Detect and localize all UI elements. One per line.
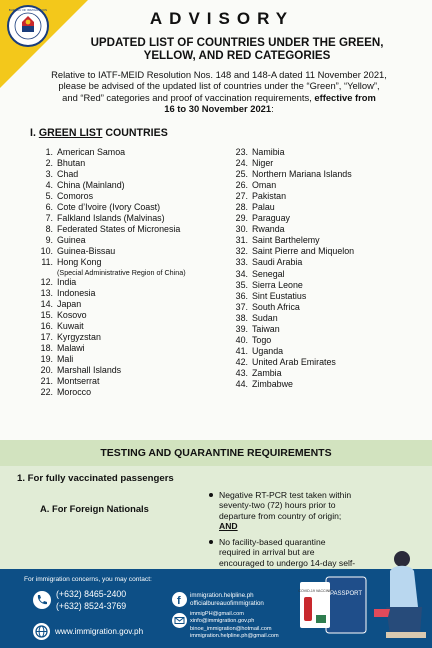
country-name: Rwanda <box>252 224 285 235</box>
country-item <box>39 235 229 246</box>
country-name: Sierra Leone <box>252 279 303 290</box>
country-name: Japan <box>57 298 82 309</box>
country-item <box>234 280 424 291</box>
country-name: Zambia <box>252 367 282 378</box>
country-item <box>234 335 424 346</box>
country-number: 32. <box>235 246 248 257</box>
country-item <box>39 365 229 376</box>
country-number: 24. <box>235 158 248 169</box>
country-item <box>234 191 424 202</box>
country-name: Kosovo <box>57 309 87 320</box>
country-item <box>234 224 424 235</box>
countries-label: COUNTRIES <box>102 127 168 139</box>
country-number: 15. <box>40 309 53 320</box>
country-item <box>234 324 424 335</box>
vaccine-card-label: COVID-19 VACCINE <box>298 589 332 593</box>
country-name: Morocco <box>57 386 92 397</box>
country-name: India <box>57 276 77 287</box>
section-number: I. <box>30 127 36 139</box>
country-item <box>234 169 424 180</box>
contact-intro: For immigration concerns, you may contact: <box>24 576 152 583</box>
country-item <box>39 299 229 310</box>
country-name: Sudan <box>252 312 278 323</box>
country-number: 27. <box>235 191 248 202</box>
country-name: Zimbabwe <box>252 378 293 389</box>
country-item <box>234 202 424 213</box>
country-item <box>234 313 424 324</box>
country-item <box>39 147 229 158</box>
country-name: Palau <box>252 202 275 213</box>
traveler-illustration <box>290 537 432 648</box>
country-item <box>234 346 424 357</box>
country-number: 33. <box>235 257 248 268</box>
country-item <box>234 368 424 379</box>
country-item <box>234 357 424 368</box>
green-list-heading <box>30 127 168 139</box>
email-address-4[interactable]: immigration.helpline.ph@gmail.com <box>190 632 279 639</box>
passport-label: PASSPORT <box>329 591 363 597</box>
intro-line-3 <box>28 92 410 103</box>
requirement-quarantine-text: No facility-based quarantine required in arrival but are encouraged to undergo 14-day self- <box>219 537 356 568</box>
country-item <box>234 379 424 390</box>
email-address-1[interactable]: immigPH@gmail.com <box>190 611 244 617</box>
advisory-title: ADVISORY <box>149 9 295 28</box>
country-item <box>39 376 229 387</box>
advisory-subtitle <box>62 36 412 62</box>
country-name: Oman <box>252 180 277 191</box>
country-name: Saint Pierre and Miquelon <box>252 246 355 257</box>
country-number: 23. <box>235 147 248 157</box>
phone-number-1[interactable]: (+632) 8465-2400 <box>56 589 127 599</box>
svg-text:BUREAU OF IMMIGRATION: BUREAU OF IMMIGRATION <box>8 8 48 12</box>
website-link[interactable]: www.immigration.gov.ph <box>55 627 144 636</box>
facebook-pages <box>190 592 264 607</box>
country-item <box>234 257 424 268</box>
testing-heading: TESTING AND QUARANTINE REQUIREMENTS <box>0 440 432 466</box>
email-addresses <box>190 611 279 640</box>
country-name: Marshall Islands <box>57 364 122 375</box>
vaccinated-passengers-label: 1. For fully vaccinated passengers <box>17 473 174 484</box>
country-name: Sint Eustatius <box>252 290 307 301</box>
subtitle-line-1: UPDATED LIST OF COUNTRIES UNDER THE GREEN, <box>90 36 384 49</box>
country-item <box>39 257 229 276</box>
phone-icon <box>33 591 51 609</box>
country-list-right <box>234 147 424 390</box>
intro-line-4 <box>28 103 410 114</box>
country-number: 13. <box>40 287 53 298</box>
country-number: 37. <box>235 301 248 312</box>
country-number: 31. <box>235 235 248 246</box>
facebook-page-1[interactable]: immigration.helpline.ph <box>190 592 254 599</box>
country-number: 16. <box>40 320 53 331</box>
country-number: 30. <box>235 224 248 235</box>
country-name: American Samoa <box>57 147 126 157</box>
country-item <box>39 224 229 235</box>
intro-line-1: Relative to IATF-MEID Resolution Nos. 148 and 148-A dated 11 November 2021, <box>51 69 387 80</box>
country-name: Saint Barthelemy <box>252 235 320 246</box>
country-name: Uganda <box>252 345 284 356</box>
country-number: 11. <box>41 257 53 268</box>
intro-paragraph <box>28 69 410 115</box>
country-name: Cote d’Ivoire (Ivory Coast) <box>57 202 161 213</box>
country-number: 40. <box>235 334 248 345</box>
email-icon <box>172 613 187 628</box>
country-number: 26. <box>235 180 248 191</box>
country-item <box>39 213 229 224</box>
country-number: 18. <box>40 342 53 353</box>
country-number: 38. <box>235 312 248 323</box>
country-number: 44. <box>235 378 248 389</box>
country-name: Indonesia <box>57 287 96 298</box>
requirement-and: AND <box>219 520 238 531</box>
intro-line-3-text: and “Red” categories and proof of vaccination requirements, <box>62 91 312 103</box>
country-name: Falkland Islands (Malvinas) <box>57 213 165 224</box>
country-name: Kuwait <box>57 320 84 331</box>
country-name: Montserrat <box>57 375 100 386</box>
country-name: Guinea <box>57 235 86 246</box>
country-name: Malawi <box>57 342 85 353</box>
country-item <box>39 180 229 191</box>
intro-line-2: please be advised of the updated list of countries under the “Green”, “Yellow”, <box>58 80 380 92</box>
country-name: Senegal <box>252 268 285 279</box>
country-number: 9. <box>45 235 53 246</box>
country-name: Bhutan <box>57 158 86 169</box>
country-number: 3. <box>45 169 53 180</box>
country-number: 34. <box>235 268 248 279</box>
requirement-rt-pcr-text: Negative RT-PCR test taken within seventy-two (72) hours prior to departure from country of origin; <box>219 490 352 521</box>
subtitle-line-2: YELLOW, AND RED CATEGORIES <box>143 49 331 62</box>
country-item <box>39 387 229 398</box>
country-item <box>39 169 229 180</box>
globe-icon <box>33 623 50 640</box>
country-number: 10. <box>40 246 53 257</box>
country-number: 4. <box>45 180 53 191</box>
country-item <box>234 235 424 246</box>
country-name: Kyrgyzstan <box>57 331 101 342</box>
country-item <box>234 302 424 313</box>
country-number: 8. <box>45 224 53 235</box>
country-number: 1. <box>45 147 53 157</box>
country-item <box>39 246 229 257</box>
country-number: 39. <box>235 323 248 334</box>
country-item <box>234 246 424 257</box>
country-name: Taiwan <box>252 323 280 334</box>
intro-line-4-tail: : <box>271 103 274 115</box>
intro-line-3-bold: effective from <box>311 91 376 103</box>
country-number: 28. <box>235 202 248 213</box>
country-name: United Arab Emirates <box>252 356 336 367</box>
country-item <box>234 180 424 191</box>
facebook-page-2[interactable]: officialbureauofimmigration <box>190 599 264 607</box>
country-number: 7. <box>45 213 53 224</box>
country-list-left <box>39 147 229 398</box>
country-number: 6. <box>45 202 53 213</box>
country-name: Northern Mariana Islands <box>252 169 352 180</box>
intro-effective-dates: 16 to 30 November 2021 <box>164 103 272 115</box>
country-number: 35. <box>235 279 248 290</box>
country-number: 41. <box>235 345 248 356</box>
phone-numbers <box>56 589 126 612</box>
green-list-label: GREEN LIST <box>38 127 103 139</box>
requirement-rt-pcr <box>208 490 358 531</box>
svg-text:f: f <box>177 595 181 607</box>
country-name: Saudi Arabia <box>252 257 303 268</box>
country-item <box>234 158 424 169</box>
country-number: 42. <box>235 356 248 367</box>
country-number: 21. <box>40 375 53 386</box>
country-name: Togo <box>252 334 272 345</box>
country-number: 29. <box>235 213 248 224</box>
country-item <box>39 354 229 365</box>
country-name: Pakistan <box>252 191 287 202</box>
country-number: 20. <box>40 364 53 375</box>
country-item <box>39 202 229 213</box>
email-address-3[interactable]: binoe_immigration@hotmail.com <box>190 625 272 632</box>
country-name: Paraguay <box>252 213 290 224</box>
facebook-icon <box>172 592 187 607</box>
country-name: Hong Kong <box>57 257 102 268</box>
country-note: (Special Administrative Region of China) <box>57 267 186 277</box>
country-item <box>234 147 424 158</box>
phone-number-2[interactable]: (+632) 8524-3769 <box>56 600 127 611</box>
country-number: 17. <box>40 331 53 342</box>
country-name: South Africa <box>252 301 300 312</box>
country-number: 2. <box>45 158 53 169</box>
country-item <box>234 213 424 224</box>
country-item <box>234 291 424 302</box>
country-name: Namibia <box>252 147 285 157</box>
country-name: Niger <box>252 158 274 169</box>
country-item <box>39 277 229 288</box>
country-number: 22. <box>40 386 53 397</box>
country-number: 12. <box>40 276 53 287</box>
country-name: Federated States of Micronesia <box>57 224 181 235</box>
country-name: Guinea-Bissau <box>57 246 116 257</box>
country-name: Chad <box>57 169 79 180</box>
country-item <box>39 158 229 169</box>
foreign-nationals-label: A. For Foreign Nationals <box>40 503 149 514</box>
country-item <box>39 191 229 202</box>
country-name: China (Mainland) <box>57 180 125 191</box>
country-number: 36. <box>235 290 248 301</box>
country-number: 14. <box>40 298 53 309</box>
country-number: 5. <box>45 191 53 202</box>
country-number: 19. <box>40 353 53 364</box>
country-name: Mali <box>57 353 74 364</box>
country-name: Comoros <box>57 191 94 202</box>
country-item <box>39 288 229 299</box>
country-number: 25. <box>235 169 248 180</box>
country-item <box>39 332 229 343</box>
email-address-2[interactable]: xinfo@immigration.gov.ph <box>190 618 255 625</box>
country-number: 43. <box>235 367 248 378</box>
country-item <box>39 343 229 354</box>
country-item <box>39 321 229 332</box>
country-item <box>234 269 424 280</box>
country-item <box>39 310 229 321</box>
